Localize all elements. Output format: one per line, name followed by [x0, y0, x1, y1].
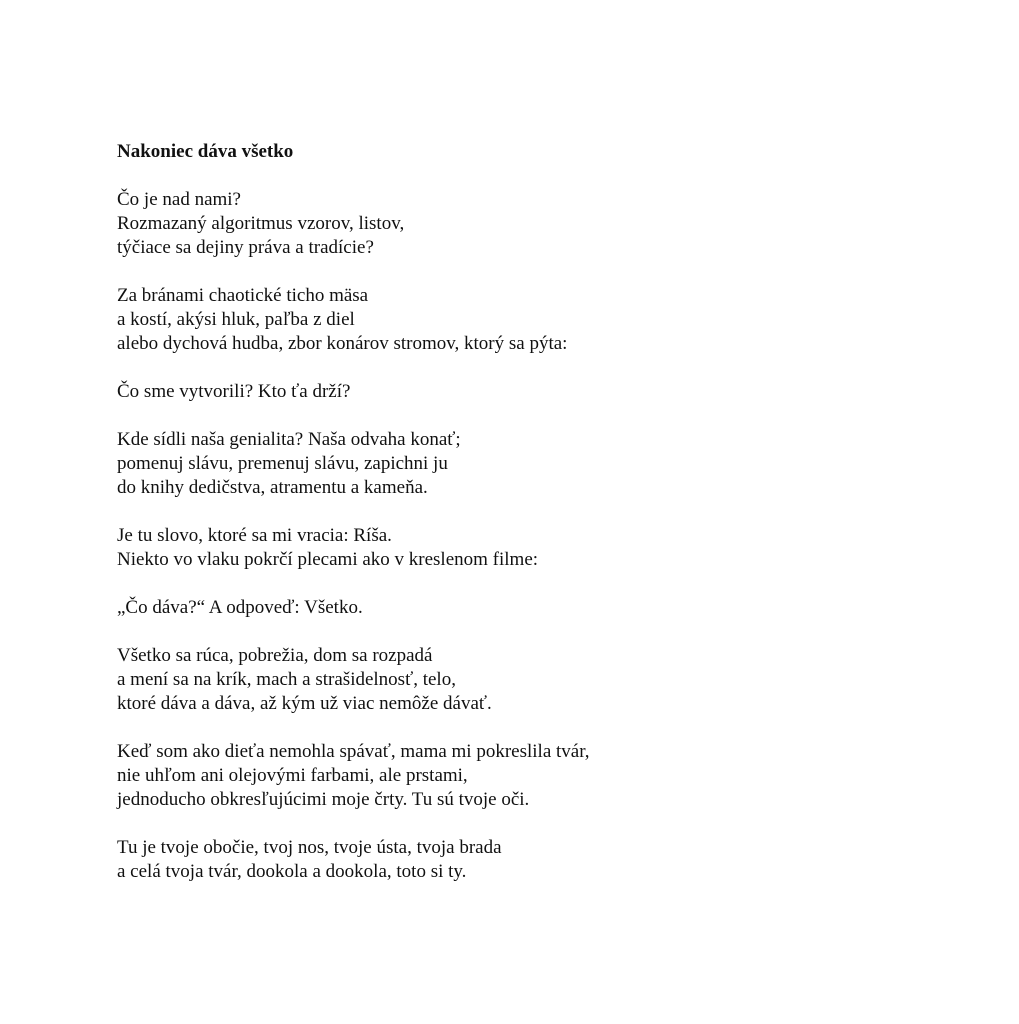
poem-line: Čo sme vytvorili? Kto ťa drží? [117, 381, 351, 402]
poem-line: a celá tvoja tvár, dookola a dookola, toto si ty. [117, 861, 467, 882]
poem-line: jednoducho obkresľujúcimi moje črty. Tu sú tvoje oči. [117, 789, 530, 810]
poem-line: Tu je tvoje obočie, tvoj nos, tvoje ústa, tvoja brada [117, 837, 502, 858]
poem-line: pomenuj slávu, premenuj slávu, zapichni ju [117, 453, 448, 474]
stanza-1 [117, 188, 977, 260]
poem-line: Za bránami chaotické ticho mäsa [117, 285, 369, 306]
poem-line: Všetko sa rúca, pobrežia, dom sa rozpadá [117, 645, 433, 666]
poem-line: do knihy dedičstva, atramentu a kameňa. [117, 477, 428, 498]
stanza-8 [117, 740, 977, 812]
stanza-4 [117, 428, 977, 500]
poem-line: Je tu slovo, ktoré sa mi vracia: Ríša. [117, 525, 392, 546]
poem-line: ktoré dáva a dáva, až kým už viac nemôže dávať. [117, 693, 492, 714]
poem-line: Keď som ako dieťa nemohla spávať, mama mi pokreslila tvár, [117, 741, 590, 762]
poem-line: Kde sídli naša genialita? Naša odvaha konať; [117, 429, 461, 450]
stanza-6 [117, 596, 977, 620]
poem-line: nie uhľom ani olejovými farbami, ale prstami, [117, 765, 468, 786]
stanza-2 [117, 284, 977, 356]
stanza-3 [117, 380, 977, 404]
document-page [117, 140, 977, 908]
poem-title: Nakoniec dáva všetko [117, 141, 294, 162]
poem-line: Rozmazaný algoritmus vzorov, listov, [117, 213, 405, 234]
poem-line: a mení sa na krík, mach a strašidelnosť, telo, [117, 669, 456, 690]
stanza-7 [117, 644, 977, 716]
poem-line: alebo dychová hudba, zbor konárov stromov, ktorý sa pýta: [117, 333, 568, 354]
poem-line: týčiace sa dejiny práva a tradície? [117, 237, 374, 258]
poem-line: Niekto vo vlaku pokrčí plecami ako v kreslenom filme: [117, 549, 539, 570]
poem-line: „Čo dáva?“ A odpoveď: Všetko. [117, 597, 363, 618]
poem-line: a kostí, akýsi hluk, paľba z diel [117, 309, 355, 330]
stanza-9 [117, 836, 977, 884]
stanza-5 [117, 524, 977, 572]
poem-line: Čo je nad nami? [117, 189, 241, 210]
